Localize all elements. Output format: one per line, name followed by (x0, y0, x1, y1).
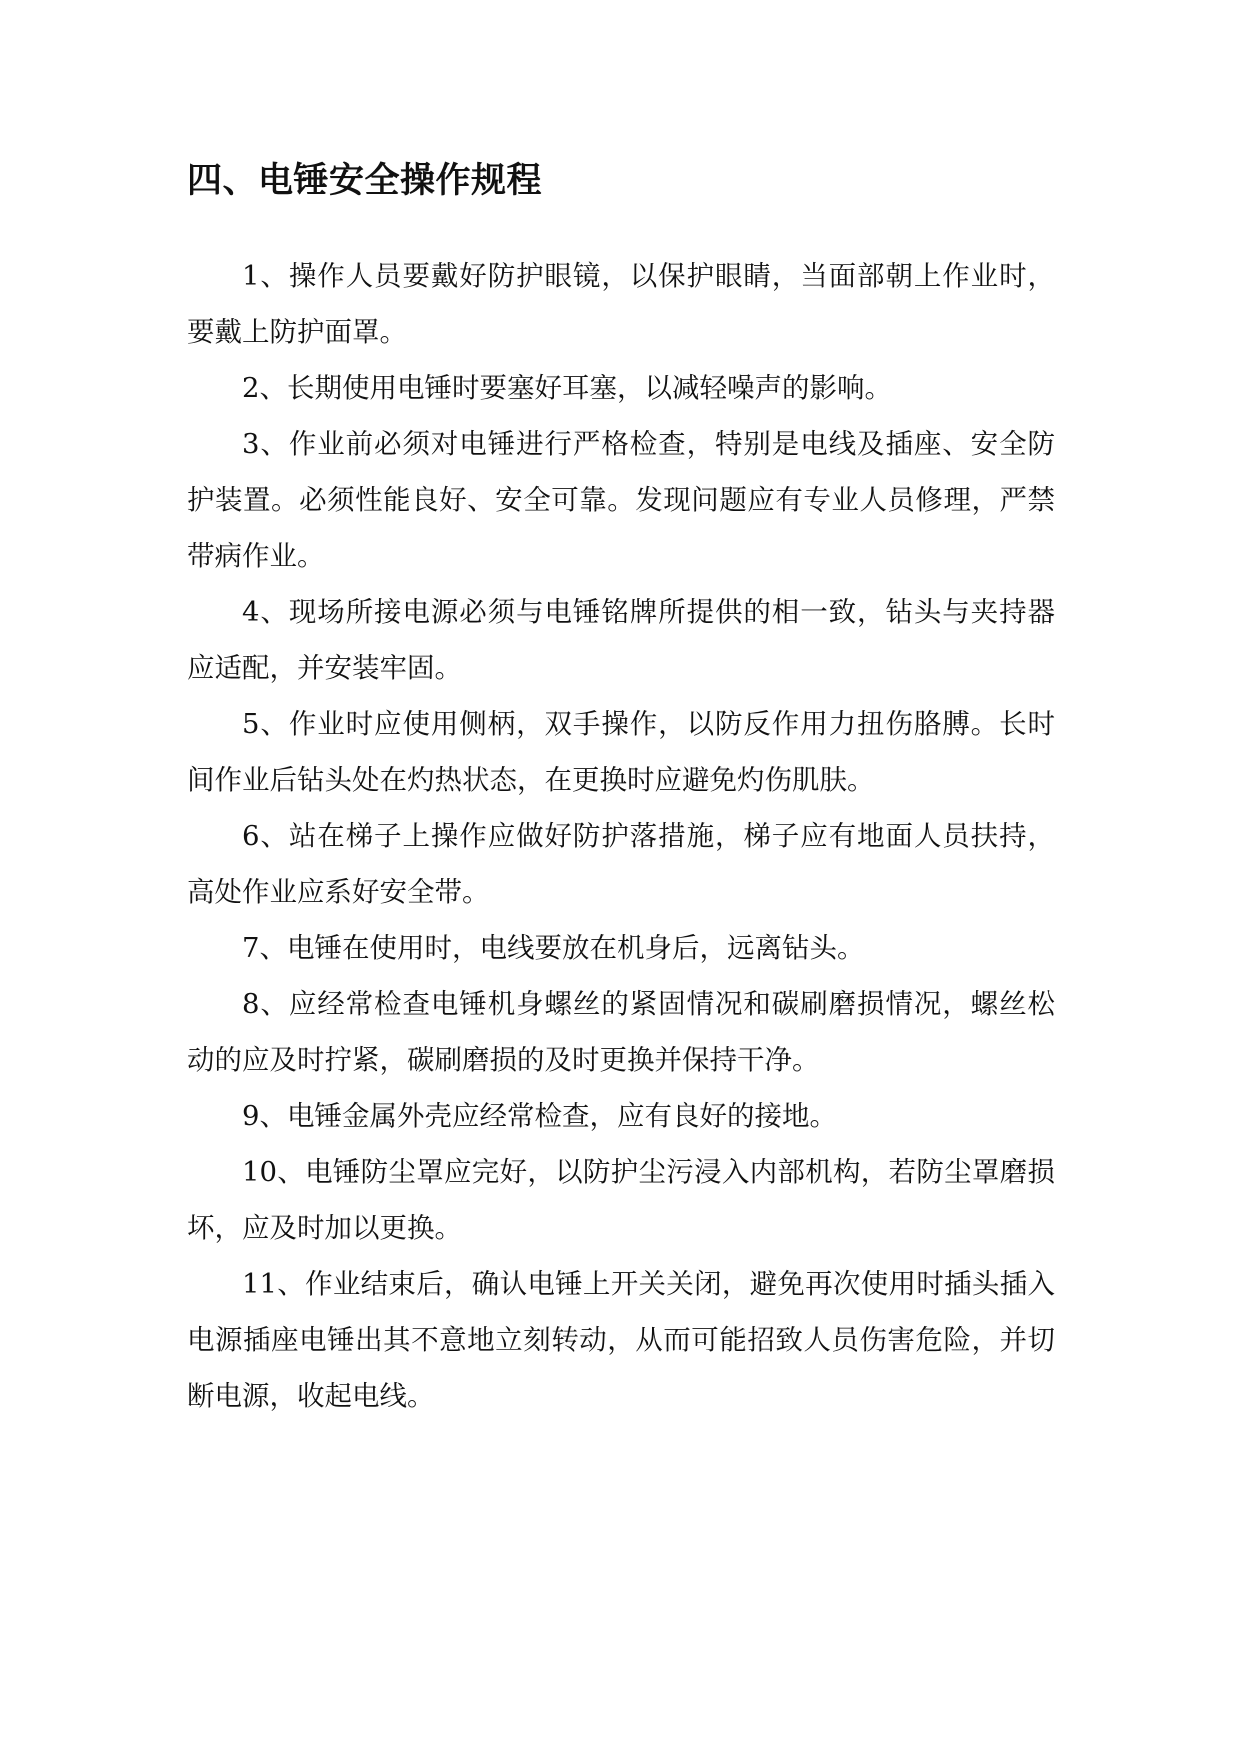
rule-item-8: 8、应经常检查电锤机身螺丝的紧固情况和碳刷磨损情况，螺丝松动的应及时拧紧，碳刷磨损的及时更换并保持干净。 (187, 988, 1055, 1076)
rule-item-2: 2、长期使用电锤时要塞好耳塞，以减轻噪声的影响。 (242, 372, 892, 404)
rule-item-1: 1、操作人员要戴好防护眼镜，以保护眼睛，当面部朝上作业时，要戴上防护面罩。 (187, 260, 1055, 348)
rule-item-10: 10、电锤防尘罩应完好，以防护尘污浸入内部机构，若防尘罩磨损坏，应及时加以更换。 (187, 1156, 1055, 1244)
rule-item-11: 11、作业结束后，确认电锤上开关关闭，避免再次使用时插头插入电源插座电锤出其不意地立刻转动，从而可能招致人员伤害危险，并切断电源，收起电线。 (187, 1268, 1055, 1412)
rule-item-4: 4、现场所接电源必须与电锤铭牌所提供的相一致，钻头与夹持器应适配，并安装牢固。 (187, 596, 1055, 684)
page-title: 四、电锤安全操作规程 (187, 161, 543, 201)
rule-item-3: 3、作业前必须对电锤进行严格检查，特别是电线及插座、安全防护装置。必须性能良好、安全可靠。发现问题应有专业人员修理，严禁带病作业。 (187, 428, 1055, 572)
rule-item-9: 9、电锤金属外壳应经常检查，应有良好的接地。 (242, 1100, 837, 1132)
rule-item-6: 6、站在梯子上操作应做好防护落措施，梯子应有地面人员扶持，高处作业应系好安全带。 (187, 820, 1055, 908)
document-body (187, 158, 1055, 1424)
rule-item-7: 7、电锤在使用时，电线要放在机身后，远离钻头。 (242, 932, 865, 964)
rule-item-5: 5、作业时应使用侧柄，双手操作，以防反作用力扭伤胳膊。长时间作业后钻头处在灼热状态，在更换时应避免灼伤肌肤。 (187, 708, 1055, 796)
